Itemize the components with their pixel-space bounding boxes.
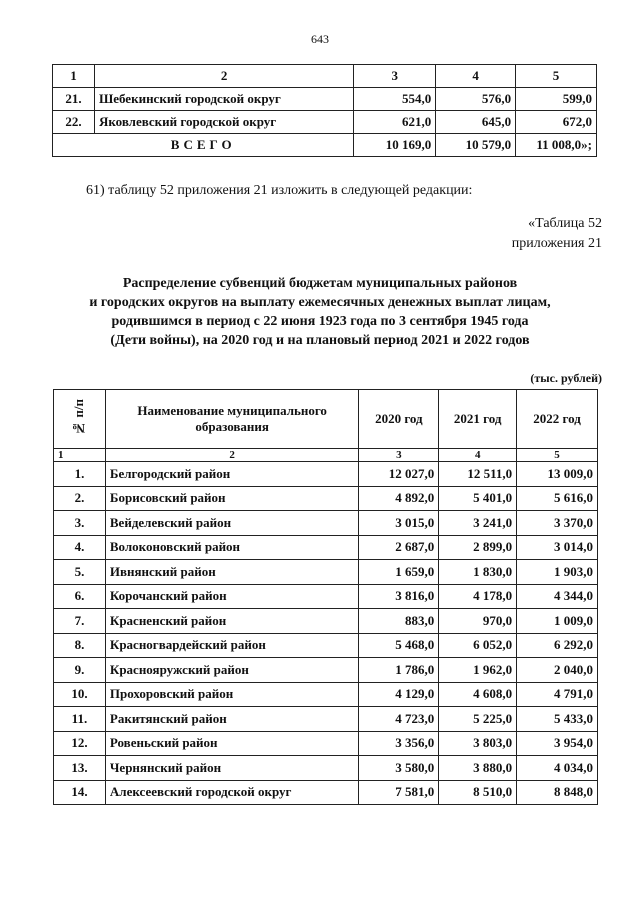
municipality-name: Чернянский район: [105, 756, 359, 781]
instruction-text: 61) таблицу 52 приложения 21 изложить в следующей редакции:: [86, 183, 473, 198]
header-name: Наименование муниципального образования: [105, 390, 359, 449]
row-number: 12.: [54, 731, 106, 756]
municipality-name: Алексеевский городской округ: [105, 780, 359, 805]
table-row: [54, 584, 598, 609]
municipality-name: Ракитянский район: [105, 707, 359, 732]
value-2022: 5 616,0: [517, 486, 598, 511]
col-index: 3: [359, 449, 439, 462]
row-number: 10.: [54, 682, 106, 707]
value-2020: 4 129,0: [359, 682, 439, 707]
municipality-name: Яковлевский городской округ: [94, 111, 353, 134]
value-2022: 5 433,0: [517, 707, 598, 732]
value-2022: 2 040,0: [517, 658, 598, 683]
value-2020: 3 356,0: [359, 731, 439, 756]
value-2022: 4 034,0: [517, 756, 598, 781]
value-2021: 3 241,0: [439, 511, 517, 536]
value-2021: 1 962,0: [439, 658, 517, 683]
municipality-name: Красненский район: [105, 609, 359, 634]
title-line: и городских округов на выплату ежемесячных денежных выплат лицам,: [89, 295, 551, 310]
row-number: 21.: [53, 88, 95, 111]
total-2020: 10 169,0: [354, 134, 436, 157]
value-2020: 3 580,0: [359, 756, 439, 781]
header-2020: 2020 год: [359, 390, 439, 449]
value-2020: 12 027,0: [359, 462, 439, 487]
title-line: родившимся в период с 22 июня 1923 года по 3 сентября 1945 года: [111, 314, 529, 329]
row-number: 5.: [54, 560, 106, 585]
title-line: (Дети войны), на 2020 год и на плановый период 2021 и 2022 годов: [110, 333, 530, 348]
value-2021: 5 225,0: [439, 707, 517, 732]
units-label: (тыс. рублей): [530, 371, 602, 385]
table-row: [53, 111, 597, 134]
table-row: [54, 486, 598, 511]
table-row: [54, 707, 598, 732]
value-2022: 13 009,0: [517, 462, 598, 487]
table-row: [54, 731, 598, 756]
value-2020: 1 786,0: [359, 658, 439, 683]
col-index: 1: [53, 65, 95, 88]
total-label: ВСЕГО: [53, 134, 354, 157]
table-row: [53, 88, 597, 111]
municipality-name: Краснояружский район: [105, 658, 359, 683]
value-2021: 5 401,0: [439, 486, 517, 511]
header-num: № п/п: [54, 390, 106, 449]
municipality-name: Вейделевский район: [105, 511, 359, 536]
table-row: [54, 756, 598, 781]
table-ref-line2: приложения 21: [511, 236, 602, 251]
row-number: 13.: [54, 756, 106, 781]
value-2020: 3 015,0: [359, 511, 439, 536]
value-2021: 4 178,0: [439, 584, 517, 609]
col-index: 1: [54, 449, 106, 462]
municipality-name: Белгородский район: [105, 462, 359, 487]
value-2021: 1 830,0: [439, 560, 517, 585]
table-row: [54, 780, 598, 805]
total-2021: 10 579,0: [436, 134, 516, 157]
value-2021: 6 052,0: [439, 633, 517, 658]
municipality-name: Корочанский район: [105, 584, 359, 609]
table-row: [54, 609, 598, 634]
value-2022: 4 791,0: [517, 682, 598, 707]
municipality-name: Борисовский район: [105, 486, 359, 511]
value-2021: 645,0: [436, 111, 516, 134]
municipality-name: Ровеньский район: [105, 731, 359, 756]
row-number: 22.: [53, 111, 95, 134]
value-2020: 883,0: [359, 609, 439, 634]
col-index: 5: [517, 449, 598, 462]
municipality-name: Прохоровский район: [105, 682, 359, 707]
row-number: 4.: [54, 535, 106, 560]
table-row: [54, 560, 598, 585]
value-2020: 5 468,0: [359, 633, 439, 658]
total-row: [53, 134, 597, 157]
municipality-name: Красногвардейский район: [105, 633, 359, 658]
value-2022: 3 954,0: [517, 731, 598, 756]
subsidy-table-body: [54, 462, 598, 805]
table-row: [54, 511, 598, 536]
subsidy-table: [53, 389, 598, 805]
title-line: Распределение субвенций бюджетам муниципальных районов: [122, 276, 518, 291]
value-2020: 554,0: [354, 88, 436, 111]
value-2020: 3 816,0: [359, 584, 439, 609]
value-2021: 2 899,0: [439, 535, 517, 560]
value-2022: 1 009,0: [517, 609, 598, 634]
col-index: 5: [516, 65, 597, 88]
row-number: 1.: [54, 462, 106, 487]
value-2021: 12 511,0: [439, 462, 517, 487]
value-2021: 4 608,0: [439, 682, 517, 707]
value-2022: 4 344,0: [517, 584, 598, 609]
table-row: [54, 633, 598, 658]
page-number: 643: [311, 32, 329, 46]
value-2020: 7 581,0: [359, 780, 439, 805]
row-number: 6.: [54, 584, 106, 609]
value-2022: 599,0: [516, 88, 597, 111]
value-2022: 1 903,0: [517, 560, 598, 585]
table-row: [54, 535, 598, 560]
col-index: 2: [105, 449, 359, 462]
municipality-name: Ивнянский район: [105, 560, 359, 585]
index-row: [54, 449, 598, 462]
col-index: 4: [439, 449, 517, 462]
col-index: 2: [94, 65, 353, 88]
continued-table: [52, 64, 597, 157]
row-number: 14.: [54, 780, 106, 805]
row-number: 9.: [54, 658, 106, 683]
municipality-name: Шебекинский городской округ: [94, 88, 353, 111]
value-2021: 3 880,0: [439, 756, 517, 781]
table-row: [54, 682, 598, 707]
header-2022: 2022 год: [517, 390, 598, 449]
row-number: 2.: [54, 486, 106, 511]
value-2022: 672,0: [516, 111, 597, 134]
value-2021: 970,0: [439, 609, 517, 634]
table-row: [54, 658, 598, 683]
value-2021: 3 803,0: [439, 731, 517, 756]
table-title: [40, 274, 600, 350]
municipality-name: Волоконовский район: [105, 535, 359, 560]
subsidy-table-header: [54, 390, 598, 449]
col-index: 3: [354, 65, 436, 88]
table-row: [54, 462, 598, 487]
value-2020: 4 723,0: [359, 707, 439, 732]
value-2020: 1 659,0: [359, 560, 439, 585]
total-2022: 11 008,0»;: [516, 134, 597, 157]
header-2021: 2021 год: [439, 390, 517, 449]
value-2022: 3 014,0: [517, 535, 598, 560]
value-2022: 8 848,0: [517, 780, 598, 805]
row-number: 8.: [54, 633, 106, 658]
table-ref-line1: «Таблица 52: [528, 216, 602, 231]
value-2020: 2 687,0: [359, 535, 439, 560]
row-number: 7.: [54, 609, 106, 634]
value-2021: 8 510,0: [439, 780, 517, 805]
value-2020: 4 892,0: [359, 486, 439, 511]
row-number: 3.: [54, 511, 106, 536]
value-2021: 576,0: [436, 88, 516, 111]
value-2022: 3 370,0: [517, 511, 598, 536]
value-2022: 6 292,0: [517, 633, 598, 658]
row-number: 11.: [54, 707, 106, 732]
value-2020: 621,0: [354, 111, 436, 134]
continued-table-header: [53, 65, 597, 88]
col-index: 4: [436, 65, 516, 88]
